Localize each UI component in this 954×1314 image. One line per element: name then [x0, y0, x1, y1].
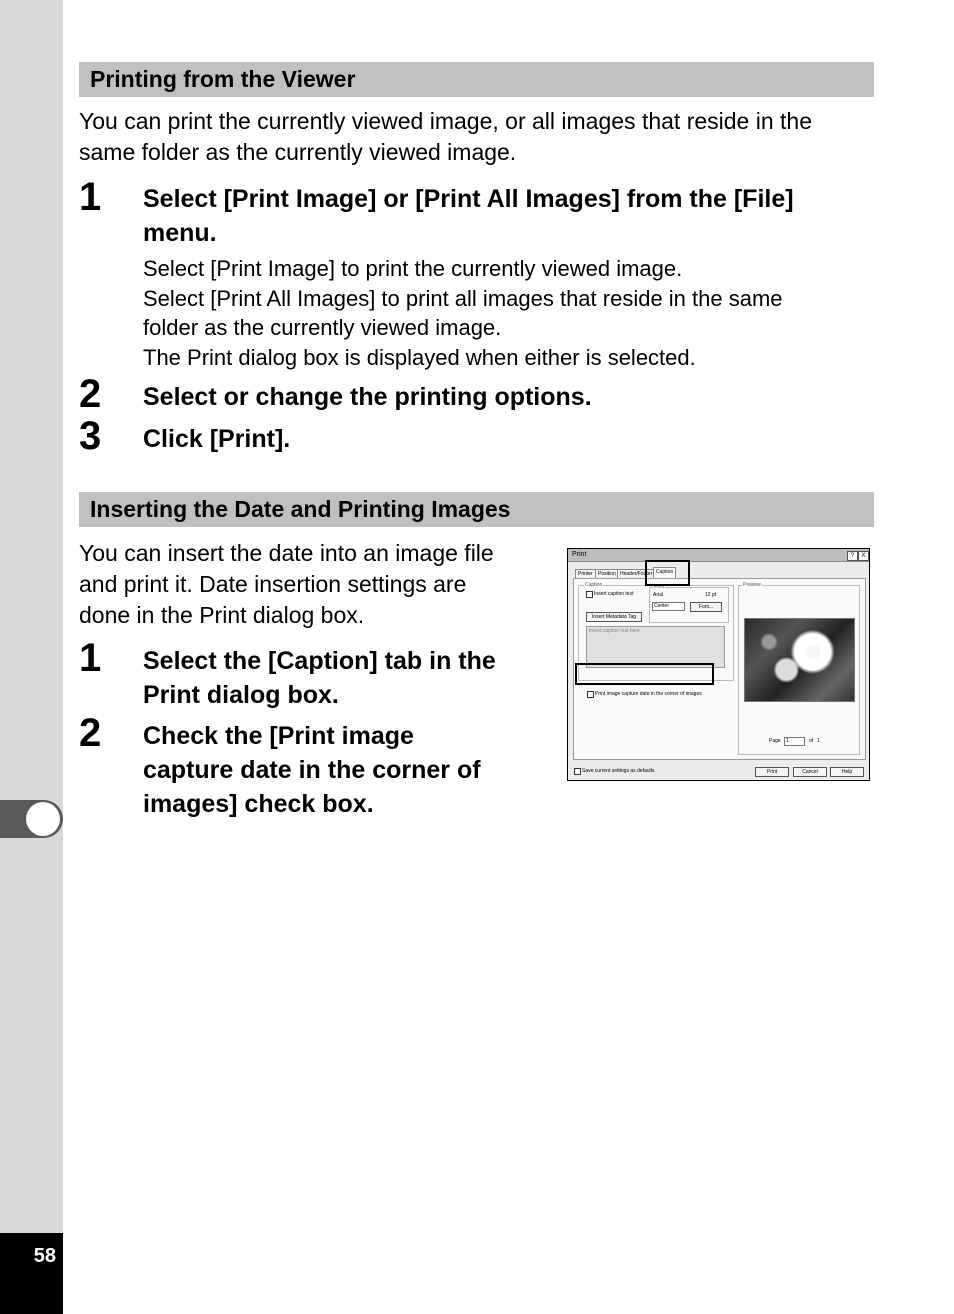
preview-image [744, 618, 855, 702]
intro-line: and print it. Date insertion settings are [79, 571, 467, 597]
preview-group [738, 582, 860, 755]
step-number: 2 [79, 372, 102, 416]
intro-line: done in the Print dialog box. [79, 602, 365, 628]
chapter-tab [0, 800, 63, 838]
help-button[interactable]: Help [830, 767, 864, 777]
step-number: 1 [79, 175, 102, 219]
step-title-line: Select [Print Image] or [Print All Images] from the [File] [143, 185, 794, 213]
section-intro [79, 106, 812, 168]
insert-metadata-button[interactable]: Insert Metadata Tag [586, 612, 642, 622]
step-description [143, 254, 783, 372]
step-title-line: capture date in the corner of [143, 756, 481, 784]
tab-printer[interactable]: Printer [575, 569, 596, 579]
font-name: Arial [653, 592, 664, 598]
step-title [143, 380, 592, 414]
intro-line: You can insert the date into an image file [79, 540, 494, 566]
font-group-label: Font [654, 584, 665, 590]
step-desc-line: Select [Print Image] to print the currently viewed image. [143, 256, 683, 281]
insert-caption-checkbox[interactable] [586, 591, 593, 598]
print-capture-date-checkbox[interactable] [587, 691, 594, 698]
dialog-title: Print [572, 551, 587, 558]
step-title [143, 182, 794, 250]
caption-group-label: Caption [585, 582, 603, 588]
chapter-tab-circle [26, 802, 60, 836]
tab-caption[interactable]: Caption [653, 567, 676, 579]
step-title-line: Print dialog box. [143, 681, 339, 709]
step-number: 3 [79, 414, 102, 458]
font-group [649, 584, 729, 623]
intro-line: same folder as the currently viewed image. [79, 139, 517, 165]
font-button[interactable]: Font... [690, 602, 722, 612]
close-icon[interactable]: X [858, 551, 869, 561]
step-number: 2 [79, 711, 102, 755]
help-icon[interactable]: ? [847, 551, 858, 561]
caption-placeholder: Insert caption text here [589, 628, 640, 634]
print-capture-date-label: Print image capture date in the corner of images [595, 691, 702, 697]
preview-group-label: Preview [743, 582, 761, 588]
step-title-line: Check the [Print image [143, 722, 414, 750]
capture-date-highlight [575, 663, 714, 685]
step-number: 1 [79, 636, 102, 680]
page-number: 58 [33, 1245, 56, 1267]
tab-position[interactable]: Position [595, 569, 619, 579]
tab-header-footer[interactable]: Header/Footer [617, 569, 655, 579]
step-title-line: Select or change the printing options. [143, 383, 592, 411]
page-input[interactable]: 1 [784, 737, 805, 746]
page-sidebar [0, 0, 63, 1314]
section-title-inserting-date: Inserting the Date and Printing Images [79, 492, 874, 527]
step-title [143, 644, 496, 712]
page-of-label: of [809, 738, 814, 744]
page-total: 1 [817, 738, 820, 744]
step-title-line: Click [Print]. [143, 425, 291, 453]
step-title [143, 422, 290, 456]
section-intro [79, 538, 494, 631]
print-button[interactable]: Print [755, 767, 789, 777]
dialog-titlebar [568, 549, 869, 562]
step-title [143, 719, 481, 821]
step-desc-line: Select [Print All Images] to print all images that reside in the same [143, 285, 783, 311]
step-title-line: Select the [Caption] tab in the [143, 647, 496, 675]
step-title-line: images] check box. [143, 790, 374, 818]
page-label: Page [769, 738, 781, 744]
step-desc-line: The Print dialog box is displayed when either is selected. [143, 344, 696, 370]
section-title-printing-viewer: Printing from the Viewer [79, 62, 874, 97]
save-defaults-checkbox[interactable] [574, 768, 581, 775]
caption-textarea[interactable] [586, 626, 725, 668]
save-defaults-label: Save current settings as defaults [582, 768, 655, 774]
align-select[interactable]: Center [652, 602, 685, 611]
caption-tab-highlight [645, 560, 690, 586]
cancel-button[interactable]: Cancel [793, 767, 827, 777]
step-desc-line: folder as the currently viewed image. [143, 315, 502, 340]
font-size: 12 pt [705, 592, 717, 598]
intro-line: You can print the currently viewed image, or all images that reside in the [79, 108, 812, 134]
step-title-line: menu. [143, 219, 217, 247]
insert-caption-label: Insert caption text [594, 591, 634, 597]
